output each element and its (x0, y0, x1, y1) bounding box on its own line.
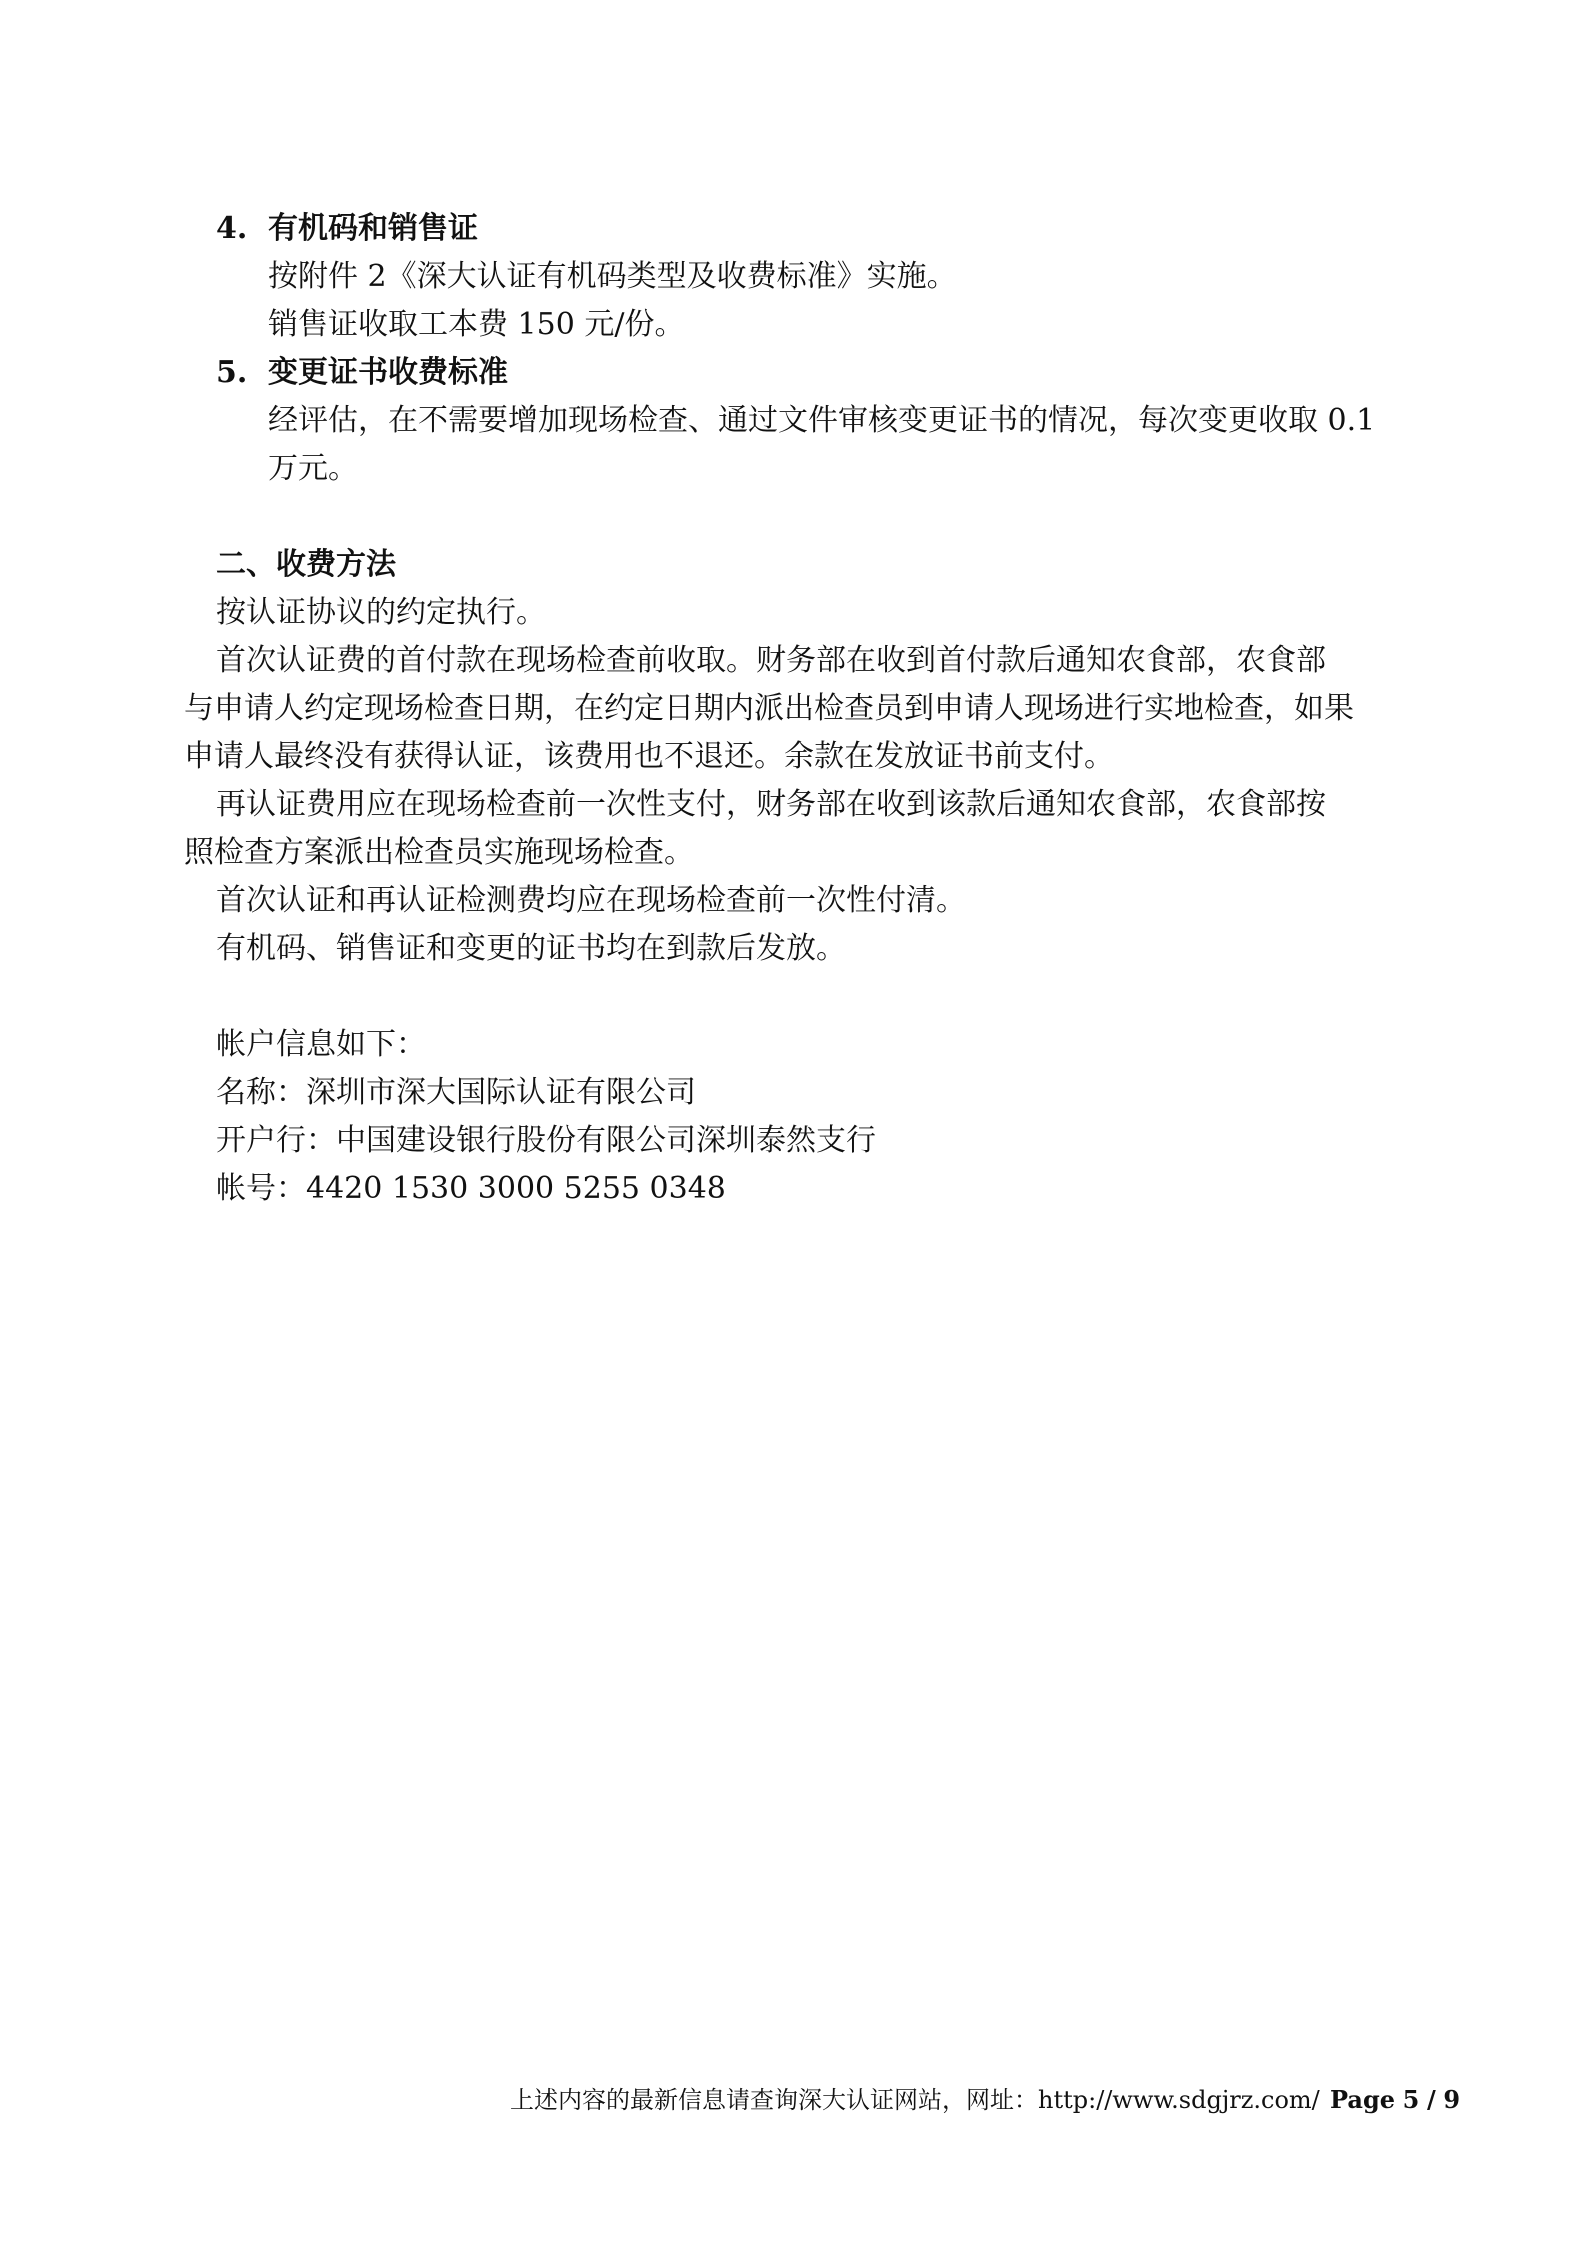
section-4-line-1: 按附件 2《深大认证有机码类型及收费标准》实施。 (268, 259, 957, 294)
section-5-line-1: 经评估，在不需要增加现场检查、通过文件审核变更证书的情况，每次变更收取 0.1 (268, 403, 1376, 438)
section-5-number: 5. (216, 355, 248, 390)
section-method-title: 二、收费方法 (216, 547, 396, 582)
section-4-number: 4. (216, 211, 248, 246)
page-label: Page (1330, 2085, 1396, 2114)
method-paragraph-2-line-1: 首次认证费的首付款在现场检查前收取。财务部在收到首付款后通知农食部，农食部 (216, 643, 1326, 678)
page-total: 9 (1443, 2085, 1461, 2114)
method-paragraph-1: 按认证协议的约定执行。 (216, 595, 546, 630)
method-paragraph-3-line-2: 照检查方案派出检查员实施现场检查。 (184, 835, 694, 870)
section-5-title: 变更证书收费标准 (268, 355, 508, 390)
method-paragraph-2-line-2: 与申请人约定现场检查日期，在约定日期内派出检查员到申请人现场进行实地检查，如果 (184, 691, 1354, 726)
method-paragraph-5: 有机码、销售证和变更的证书均在到款后发放。 (216, 931, 846, 966)
account-bank: 开户行：中国建设银行股份有限公司深圳泰然支行 (216, 1123, 876, 1158)
account-name: 名称：深圳市深大国际认证有限公司 (216, 1075, 696, 1110)
section-5-line-2: 万元。 (268, 451, 358, 486)
page-current: 5 (1402, 2085, 1420, 2114)
method-paragraph-2-line-3: 申请人最终没有获得认证，该费用也不退还。余款在发放证书前支付。 (184, 739, 1114, 774)
page-separator: / (1427, 2085, 1436, 2114)
account-number: 帐号：4420 1530 3000 5255 0348 (216, 1171, 726, 1206)
footer-website-note: 上述内容的最新信息请查询深大认证网站，网址：http://www.sdgjrz.com/ (510, 2086, 1320, 2114)
footer-page-number (1330, 2085, 1460, 2115)
section-4-title: 有机码和销售证 (268, 211, 478, 246)
account-heading: 帐户信息如下： (216, 1027, 426, 1062)
method-paragraph-3-line-1: 再认证费用应在现场检查前一次性支付，财务部在收到该款后通知农食部，农食部按 (216, 787, 1326, 822)
section-4-line-2: 销售证收取工本费 150 元/份。 (268, 307, 685, 342)
method-paragraph-4: 首次认证和再认证检测费均应在现场检查前一次性付清。 (216, 883, 966, 918)
